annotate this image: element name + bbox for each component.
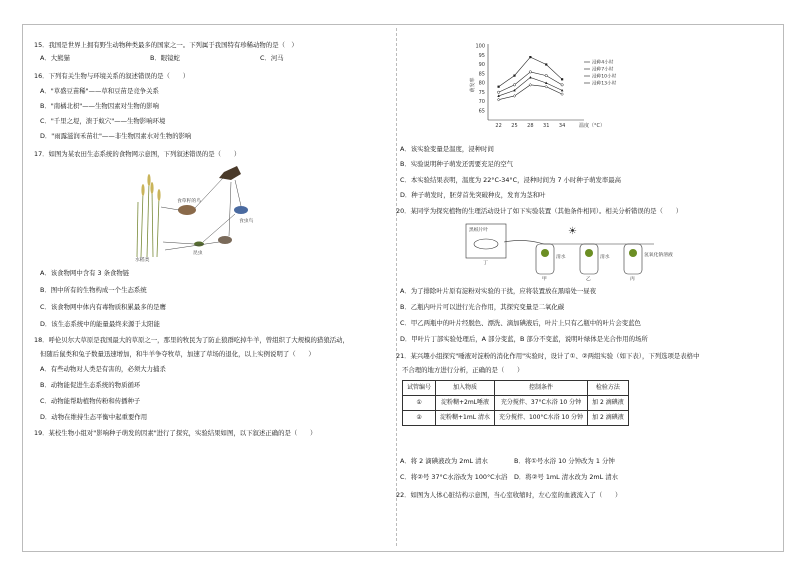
table-cell: 充分搅拌、100°C水浴 10 分钟 [494,411,587,426]
black-paper-label: 黑纸片叶 [469,228,489,233]
q21-option-b: B．将①号水浴 10 分钟改为 1 分钟 [514,457,615,465]
q16-option-c: C．"千里之堤，溃于蚁穴"——生物影响环境 [40,117,166,125]
right-column [396,40,762,510]
data-point [497,98,500,101]
table-header-cell: 控制条件 [494,381,587,396]
q20-option-a: A．为了排除叶片原有淀粉对实验的干扰，应将装置放在黑暗处一昼夜 [400,287,597,295]
q21-option-c: C．将②号 37°C水浴改为 100°C水浴 [400,473,508,481]
q20-option-c: C．甲乙两瓶中的叶片经脱色、漂洗、滴加碘液后，叶片上只有乙瓶中的叶片会变蓝色 [400,319,641,327]
label-insect-bird: 食虫鸟 [239,219,254,224]
q19-option-a: A．该实验变量是温度，浸种时间 [400,145,494,153]
q20-option-b: B．乙瓶内叶片可以进行光合作用，其探究变量是二氧化碳 [400,303,565,311]
label-rice: 水稻类 [135,258,150,263]
q15-option-b: B．眼镜蛇 [150,54,180,62]
data-point [529,56,531,58]
x-tick-label: 25 [511,123,518,129]
question-18-stem-line1: 18．呼伦贝尔大草原是我国最大的草原之一，那里的牧民为了防止狼群吃掉牛羊，曾组织了大规模的猎狼活动， [34,336,349,344]
label-insect: 昆虫 [193,251,203,256]
x-tick-label: 28 [527,123,534,129]
q16-option-b: B．"南橘北枳"——生物因素对生物的影响 [40,102,159,110]
table-header-row [403,381,629,396]
y-tick-label: 100 [475,43,485,50]
y-tick-label: 95 [478,52,485,59]
sun-icon: ☀ [568,226,577,237]
jar-bing-label: 丙 [630,277,635,282]
q17-option-c: C．该食物网中体内有毒物质积累最多的是鹰 [40,303,166,311]
q18-option-c: C．动物能帮助植物传粉和传播种子 [40,397,141,405]
data-point [561,78,563,80]
label-ding: 丁 [483,261,488,266]
q19-option-b: B．实验说明种子萌发还需要充足的空气 [400,160,514,168]
q21-option-a: A．将 2 滴碘液改为 2mL 清水 [400,457,488,465]
data-point [545,63,547,65]
data-point [561,93,564,96]
question-21-stem-line2: 不合理的地方进行分析，正确的是（ ） [402,366,524,374]
y-tick-label: 70 [478,99,485,106]
y-tick-label: 80 [478,80,485,87]
germination-chart [466,40,616,136]
data-point [545,74,547,76]
x-axis-label: 温度（°C） [579,123,605,129]
label-seed-bird: 食草籽的鸟 [177,199,201,204]
data-point [497,86,499,88]
data-point [545,85,548,88]
data-point [513,84,515,86]
table-row [403,411,629,426]
q16-option-a: A．"草盛豆苗稀"——草和豆苗是竞争关系 [40,87,159,95]
question-20-stem: 20．某同学为探究植物的生理活动设计了如下实验装置（其他条件相同）。相关分析错误的是（ ） [396,207,683,215]
y-tick-label: 85 [478,71,485,78]
plant-experiment-figure [464,220,673,282]
q19-option-d: D．种子萌发时，胚芽首先突破种皮，发育为茎和叶 [400,191,546,199]
naoh-label: 氢氧化钠溶液 [644,253,673,258]
column-divider [396,28,398,546]
table-header-cell: 加入物质 [436,381,495,396]
data-point [497,91,499,93]
data-point [529,76,532,78]
table-cell: 淀粉糊+2mL唾液 [436,396,495,411]
table-cell: 加 2 滴碘液 [588,411,629,426]
question-15-stem: 15．我国是世界上拥有野生动物种类最多的国家之一。下列属于我国特有珍稀动物的是（ ） [34,41,298,49]
question-16-stem: 16．下列有关生物与环境关系的叙述错误的是（ ） [34,72,190,80]
x-tick-label: 31 [543,123,550,129]
q15-option-c: C．河马 [260,54,284,62]
q20-option-d: D．甲叶片丁部实验处理后，A 部分变蓝，B 部分不变蓝，说明叶绿体是光合作用的场所 [400,335,648,343]
jar-jia-label: 甲 [542,277,547,282]
q18-option-a: A．有些动物对人类是有害的，必须大力捕杀 [40,365,166,373]
table-header-cell: 试管编号 [403,381,436,396]
table-cell: 淀粉糊+1mL 清水 [436,411,495,426]
y-axis-label: 萌发率 [470,77,476,93]
q19-option-c: C．本实验结果表明，温度为 22°C-34°C，浸种时间为 7 小时种子萌发率最高 [400,176,622,184]
q15-option-a: A．大熊猫 [40,54,70,62]
table-row [403,396,629,411]
series-line [499,72,563,92]
question-17-stem: 17．如图为某农田生态系统的食物网示意图，下列叙述错误的是（ ） [34,150,241,158]
y-tick-label: 90 [478,62,485,69]
water-label-b: 清水 [600,255,610,260]
y-tick-label: 65 [478,108,485,115]
q17-option-b: B．图中所有的生物构成一个生态系统 [40,286,147,294]
table-cell: ② [403,411,436,426]
data-point [529,71,531,73]
question-19-stem: 19．某校生物小组对"影响种子萌发的因素"进行了探究，实验结果如图，以下叙述正确的是（ ） [34,429,317,437]
question-22-stem: 22．如图为人体心脏结构示意图，当心室收缩时，左心室的血液流入了（ ） [396,491,622,499]
data-point [513,75,515,77]
table-cell: 充分搅拌、37°C水浴 10 分钟 [494,396,587,411]
q21-option-d: D．将②号 1mL 清水改为 2mL 清水 [514,473,618,481]
table-cell: ① [403,396,436,411]
q18-option-d: D．动物在维持生态平衡中起重要作用 [40,413,148,421]
legend-label: 浸种7小时 [592,67,614,73]
saliva-experiment-table [402,380,629,426]
series-line [499,85,563,100]
table-cell: 加 2 滴碘液 [588,396,629,411]
data-point [561,84,563,86]
food-web-figure [129,162,259,262]
legend-label: 浸种10小时 [592,74,617,80]
question-21-stem-line1: 21．某兴趣小组探究"唾液对淀粉的消化作用"实验时，设计了①、②两组实验（如下表），下列选项是表格中 [396,352,700,360]
water-label-a: 清水 [556,255,566,260]
legend-label: 浸种13小时 [592,81,617,87]
x-tick-label: 34 [558,123,566,129]
q16-option-d: D．"雨露滋润禾苗壮"——非生物因素水对生物的影响 [40,132,192,140]
q18-option-b: B．动物能促进生态系统的物质循环 [40,381,141,389]
left-column [34,34,386,444]
jar-yi-label: 乙 [586,277,591,282]
q17-option-d: D．该生态系统中的能量最终来源于太阳能 [40,320,160,328]
q17-option-a: A．该食物网中含有 3 条食物链 [40,269,130,277]
legend-label: 浸种4小时 [592,60,614,66]
table-header-cell: 检验方法 [588,381,629,396]
y-tick-label: 75 [478,89,485,96]
question-18-stem-line2: 但随后鼠类和兔子数量迅速增加，和牛羊争夺牧草，加速了草场的退化，以上实例说明了（ ） [40,350,315,358]
x-tick-label: 22 [495,123,502,129]
eagle-shape [219,166,241,180]
